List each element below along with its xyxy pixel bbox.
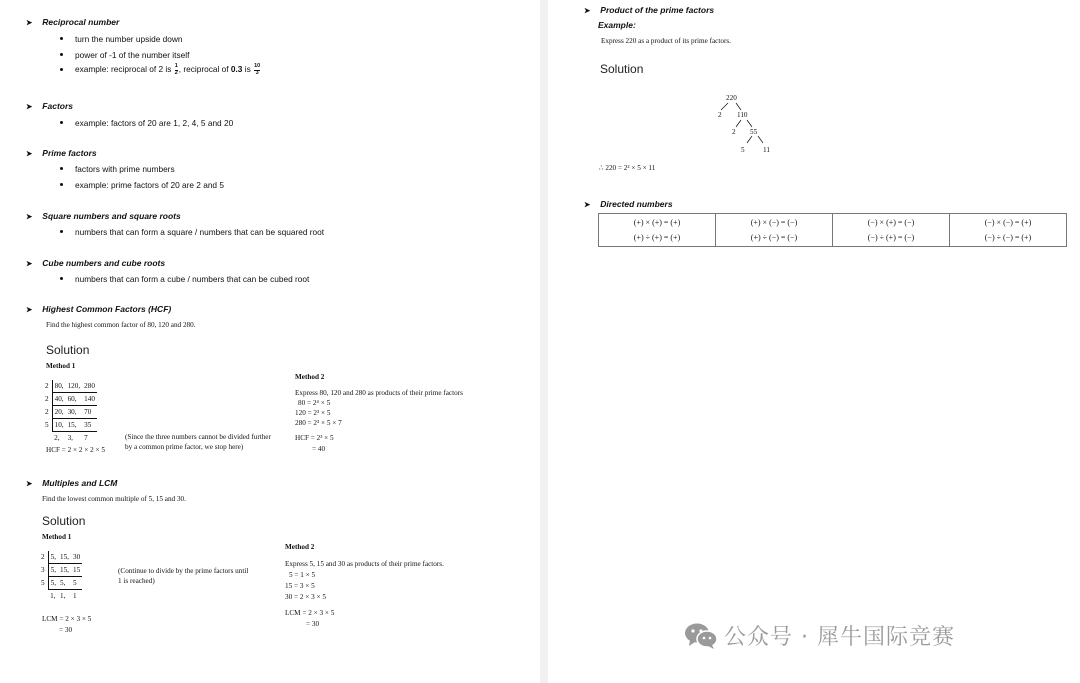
lcm-note-line2: 1 is reached) bbox=[118, 577, 155, 585]
heading-reciprocal: ➤ Reciprocal number bbox=[26, 17, 120, 27]
tree-node: 2 bbox=[718, 111, 722, 119]
arrow-bullet-icon: ➤ bbox=[26, 149, 33, 158]
lcm-method2-intro: Express 5, 15 and 30 as products of their prime factors. bbox=[285, 560, 444, 568]
arrow-bullet-icon: ➤ bbox=[584, 200, 591, 209]
hcf-method2-line: = 40 bbox=[312, 445, 326, 453]
arrow-bullet-icon: ➤ bbox=[26, 102, 33, 111]
tree-branch bbox=[736, 103, 741, 110]
bullet-item: example: reciprocal of 2 is $\frac{1}{2}$, reciprocal of 0.3 is $\frac{10}{3}$ bbox=[60, 64, 261, 76]
tree-node: 11 bbox=[763, 146, 770, 154]
example-label: Example: bbox=[598, 20, 636, 30]
bullet-item: example: factors of 20 are 1, 2, 4, 5 and 20 bbox=[60, 118, 233, 128]
arrow-bullet-icon: ➤ bbox=[26, 259, 33, 268]
lcm-division-table: 2 5, 15, 30 3 5, 15, 15 5 5, 5, 5 1, 1, 1 bbox=[41, 553, 81, 600]
heading-square-numbers: ➤ Square numbers and square roots bbox=[26, 211, 181, 221]
bullet-item: numbers that can form a square / numbers that can be squared root bbox=[60, 227, 324, 237]
hcf-method2-line: 120 = 2³ × 5 bbox=[295, 409, 331, 417]
tree-node: 5 bbox=[741, 146, 745, 154]
sign-rule-cell: (+) × (−) = (−) (+) ÷ (−) = (−) bbox=[716, 214, 833, 247]
tree-node: 220 bbox=[726, 94, 737, 102]
watermark-text: 公众号 · 犀牛国际竞赛 bbox=[724, 625, 955, 650]
lcm-method2-label: Method 2 bbox=[285, 543, 315, 551]
lcm-method1-label: Method 1 bbox=[42, 533, 72, 541]
lcm-note-line1: (Continue to divide by the prime factors until bbox=[118, 567, 249, 575]
bullet-item: numbers that can form a cube / numbers that can be cubed root bbox=[60, 274, 309, 284]
tree-branch bbox=[758, 136, 763, 143]
hcf-result: HCF = 2 × 2 × 2 × 5 bbox=[46, 446, 105, 454]
hcf-question: Find the highest common factor of 80, 120 and 280. bbox=[46, 321, 196, 329]
sign-rule-cell: (−) × (+) = (−) (−) ÷ (+) = (−) bbox=[833, 214, 950, 247]
bullet-item: power of -1 of the number itself bbox=[60, 50, 189, 60]
hcf-division-table: 2 80, 120, 280 2 40, 60, 140 2 20, 30, 70 5 10, 15, 35 2, 3, 7 bbox=[45, 382, 95, 442]
hcf-method2-intro: Express 80, 120 and 280 as products of their prime factors bbox=[295, 389, 463, 397]
lcm-method2-line: 15 = 3 × 5 bbox=[285, 582, 315, 590]
right-page bbox=[548, 0, 1080, 683]
heading-product-prime-factors: ➤ Product of the prime factors bbox=[584, 5, 715, 15]
hcf-method2-line: 280 = 2³ × 5 × 7 bbox=[295, 419, 342, 427]
heading-cube-numbers: ➤ Cube numbers and cube roots bbox=[26, 258, 166, 268]
bullet-item: factors with prime numbers bbox=[60, 164, 175, 174]
heading-lcm: ➤ Multiples and LCM bbox=[26, 478, 118, 488]
hcf-method2-line: 80 = 2⁴ × 5 bbox=[298, 399, 331, 407]
arrow-bullet-icon: ➤ bbox=[26, 18, 33, 27]
directed-numbers-table bbox=[598, 213, 1067, 247]
watermark bbox=[684, 620, 955, 651]
lcm-method2-line: LCM = 2 × 3 × 5 bbox=[285, 609, 335, 617]
wechat-icon bbox=[684, 622, 718, 650]
hcf-note-line1: (Since the three numbers cannot be divided further bbox=[125, 433, 271, 441]
lcm-method2-line: 30 = 2 × 3 × 5 bbox=[285, 593, 326, 601]
tree-node: 2 bbox=[732, 128, 736, 136]
bullet-item: turn the number upside down bbox=[60, 34, 182, 44]
arrow-bullet-icon: ➤ bbox=[584, 6, 591, 15]
lcm-question: Find the lowest common multiple of 5, 15 and 30. bbox=[42, 495, 186, 503]
hcf-method1-label: Method 1 bbox=[46, 362, 76, 370]
lcm-method2-line: 5 = 1 × 5 bbox=[289, 571, 316, 579]
product-answer: ∴ 220 = 2² × 5 × 11 bbox=[599, 164, 656, 172]
tree-node: 110 bbox=[737, 111, 748, 119]
lcm-solution-label: Solution bbox=[42, 514, 86, 528]
heading-prime-factors: ➤ Prime factors bbox=[26, 148, 97, 158]
arrow-bullet-icon: ➤ bbox=[26, 212, 33, 221]
tree-node: 55 bbox=[750, 128, 758, 136]
hcf-method2-line: HCF = 2³ × 5 bbox=[295, 434, 334, 442]
hcf-note-line2: by a common prime factor, we stop here) bbox=[125, 443, 244, 451]
page-gutter bbox=[540, 0, 548, 683]
heading-directed-numbers: ➤ Directed numbers bbox=[584, 199, 673, 209]
hcf-method2-label: Method 2 bbox=[295, 373, 325, 381]
lcm-method2-line: = 30 bbox=[306, 620, 320, 628]
sign-rule-cell: (+) × (+) = (+) (+) ÷ (+) = (+) bbox=[599, 214, 716, 247]
hcf-solution-label: Solution bbox=[46, 343, 90, 357]
product-question: Express 220 as a product of its prime factors. bbox=[601, 37, 731, 45]
heading-hcf: ➤ Highest Common Factors (HCF) bbox=[26, 304, 172, 314]
factor-tree-lines bbox=[708, 90, 788, 160]
tree-branch bbox=[747, 120, 752, 127]
heading-factors: ➤ Factors bbox=[26, 101, 74, 111]
bullet-item: example: prime factors of 20 are 2 and 5 bbox=[60, 180, 224, 190]
fraction: $\frac{10}{3}$ bbox=[254, 63, 261, 76]
tree-branch bbox=[736, 120, 741, 127]
tree-branch bbox=[721, 103, 728, 110]
arrow-bullet-icon: ➤ bbox=[26, 305, 33, 314]
sign-rule-cell: (−) × (−) = (+) (−) ÷ (−) = (+) bbox=[950, 214, 1067, 247]
tree-branch bbox=[747, 136, 752, 143]
fraction: $\frac{1}{2}$ bbox=[174, 63, 178, 76]
lcm-result-value: = 30 bbox=[59, 626, 73, 634]
arrow-bullet-icon: ➤ bbox=[26, 479, 33, 488]
product-solution-label: Solution bbox=[600, 62, 644, 76]
lcm-result: LCM = 2 × 3 × 5 bbox=[42, 615, 92, 623]
